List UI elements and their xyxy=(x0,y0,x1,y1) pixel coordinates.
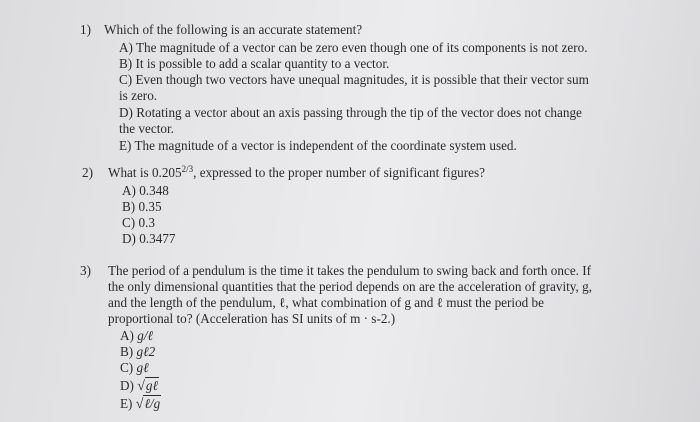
question-line-3: and the length of the pendulum, ℓ, what combination of g and ℓ must the period be xyxy=(108,295,545,310)
option-d: D) Rotating a vector about an axis passing through the tip of the vector does not change xyxy=(119,105,582,120)
option-e xyxy=(120,396,161,413)
option-value: gℓ2 xyxy=(136,344,156,359)
question-line-4: proportional to? (Acceleration has SI units of m · s-2.) xyxy=(108,311,396,326)
option-a: A) 0.348 xyxy=(122,183,169,198)
option-value: ℓ/g xyxy=(144,396,161,411)
option-label: B) xyxy=(120,344,134,359)
option-b: B) It is possible to add a scalar quantity to a vector. xyxy=(119,56,390,71)
question-text-before: What is 0.205 xyxy=(108,165,182,180)
option-c xyxy=(120,360,149,376)
question-text: Which of the following is an accurate statement? xyxy=(104,22,363,37)
question-3 xyxy=(80,263,660,418)
radical-sign: √ xyxy=(135,397,144,412)
option-a: A) The magnitude of a vector can be zero even though one of its components is not zero. xyxy=(119,40,588,55)
exponent: 2/3 xyxy=(181,164,194,174)
option-value: gℓ xyxy=(145,378,158,393)
option-c-continued: is zero. xyxy=(119,88,158,103)
option-e: E) The magnitude of a vector is independent of the coordinate system used. xyxy=(119,138,517,153)
option-c: C) 0.3 xyxy=(122,215,155,230)
question-number: 2) xyxy=(82,165,93,180)
option-d xyxy=(120,378,159,395)
question-text xyxy=(108,165,485,181)
question-1 xyxy=(80,22,680,162)
option-b: B) 0.35 xyxy=(122,199,162,214)
option-d-continued: the vector. xyxy=(119,121,174,136)
square-root-expression xyxy=(136,396,161,413)
option-value: g/ℓ xyxy=(137,328,153,343)
radical-sign: √ xyxy=(137,379,145,394)
option-label: C) xyxy=(120,360,134,375)
option-value: gℓ xyxy=(136,360,149,375)
question-number: 1) xyxy=(80,22,91,37)
option-b xyxy=(120,344,155,360)
option-label: D) xyxy=(120,378,134,393)
question-2 xyxy=(82,165,642,245)
question-line-1: The period of a pendulum is the time it takes the pendulum to swing back and forth once. If xyxy=(108,263,592,278)
option-d: D) 0.3477 xyxy=(122,231,176,246)
question-line-2: the only dimensional quantities that the period depends on are the acceleration of gravity, g, xyxy=(108,279,592,294)
option-a xyxy=(120,328,153,344)
option-label: A) xyxy=(120,328,134,343)
question-text-after: , expressed to the proper number of significant figures? xyxy=(193,165,486,180)
question-number: 3) xyxy=(80,263,91,278)
option-label: E) xyxy=(120,396,133,411)
option-c: C) Even though two vectors have unequal magnitudes, it is possible that their vector sum xyxy=(119,72,589,87)
square-root-expression xyxy=(137,378,159,395)
